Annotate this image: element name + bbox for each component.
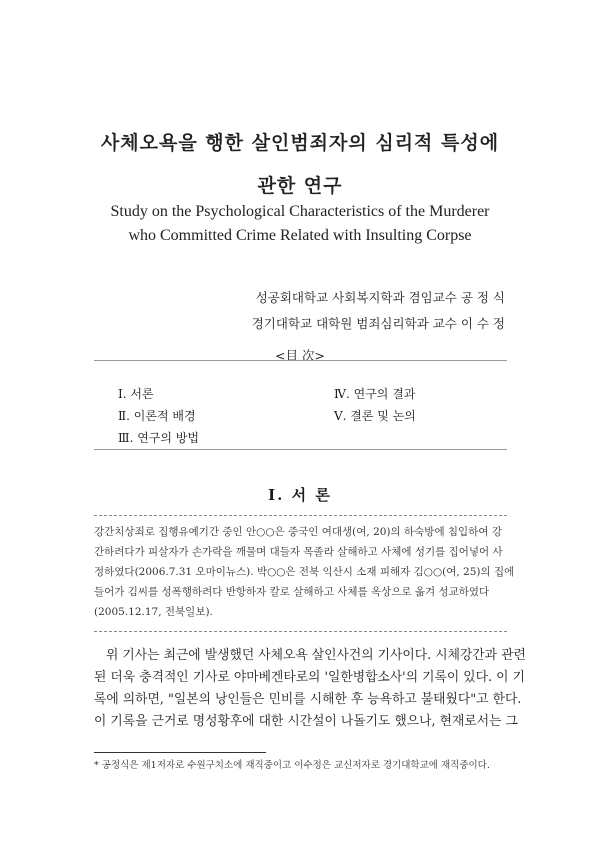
- toc-item-2: Ⅱ. 이론적 배경: [118, 409, 196, 423]
- quote-line: 정하였다(2006.7.31 오마이뉴스). 박○○은 전북 익산시 소재 피해자 김○○(여, 25)의 집에: [94, 566, 515, 578]
- quote-line: 간하려다가 피살자가 손가락을 깨물며 대들자 목졸라 살해하고 사체에 성기를 집어넣어 사: [94, 546, 503, 558]
- quote-line: (2005.12.17, 전북일보).: [94, 606, 213, 618]
- toc-item-1: Ⅰ. 서론: [118, 387, 154, 401]
- toc-item-5: Ⅴ. 결론 및 논의: [334, 409, 416, 423]
- footnote: * 공정식은 제1저자로 수원구치소에 재직중이고 이수정은 교신저자로 경기대학교에 재직중이다.: [94, 760, 490, 771]
- toc-title: <目 次>: [275, 348, 325, 363]
- quote-line: 강간치상죄로 집행유예기간 중인 안○○은 중국인 여대생(여, 20)의 하숙방에 침입하여 강: [94, 526, 502, 538]
- body-line: 된 더욱 충격적인 기사로 야마베겐타로의 '일한병합소사'의 기록이 있다. 이 기: [94, 670, 525, 685]
- title-english-line-2: who Committed Crime Related with Insulting Corpse: [128, 227, 472, 244]
- quote-top-rule: [94, 515, 507, 516]
- title-korean-line-2: 관한 연구: [257, 175, 343, 197]
- author-2: 경기대학교 대학원 범죄심리학과 교수 이 수 정: [251, 316, 505, 331]
- body-line: 이 기록을 근거로 명성황후에 대한 시간설이 나돌기도 했으나, 현재로서는 그: [94, 714, 518, 729]
- author-1: 성공회대학교 사회복지학과 겸임교수 공 정 식: [255, 290, 505, 305]
- toc-item-4: Ⅳ. 연구의 결과: [334, 387, 416, 401]
- table-of-contents: [94, 360, 507, 450]
- title-english-line-1: Study on the Psychological Characteristics of the Murderer: [110, 203, 490, 220]
- body-paragraph: [94, 645, 526, 733]
- footnote-rule: [94, 752, 266, 753]
- quote-line: 들어가 김씨를 성폭행하려다 반항하자 칼로 살해하고 사체를 옥상으로 옮겨 성교하였다: [94, 586, 490, 598]
- section-heading: Ⅰ. 서 론: [268, 486, 332, 504]
- news-quote-block: [94, 522, 515, 622]
- toc-item-3: Ⅲ. 연구의 방법: [118, 431, 199, 445]
- body-line: 위 기사는 최근에 발생했던 사체오욕 살인사건의 기사이다. 시체강간과 관련: [106, 648, 526, 663]
- quote-bottom-rule: [94, 631, 507, 632]
- body-line: 록에 의하면, "일본의 낭인들은 민비를 시해한 후 능욕하고 불태웠다"고 한다.: [94, 692, 522, 707]
- title-korean-line-1: 사체오욕을 행한 살인범죄자의 심리적 특성에: [100, 132, 500, 154]
